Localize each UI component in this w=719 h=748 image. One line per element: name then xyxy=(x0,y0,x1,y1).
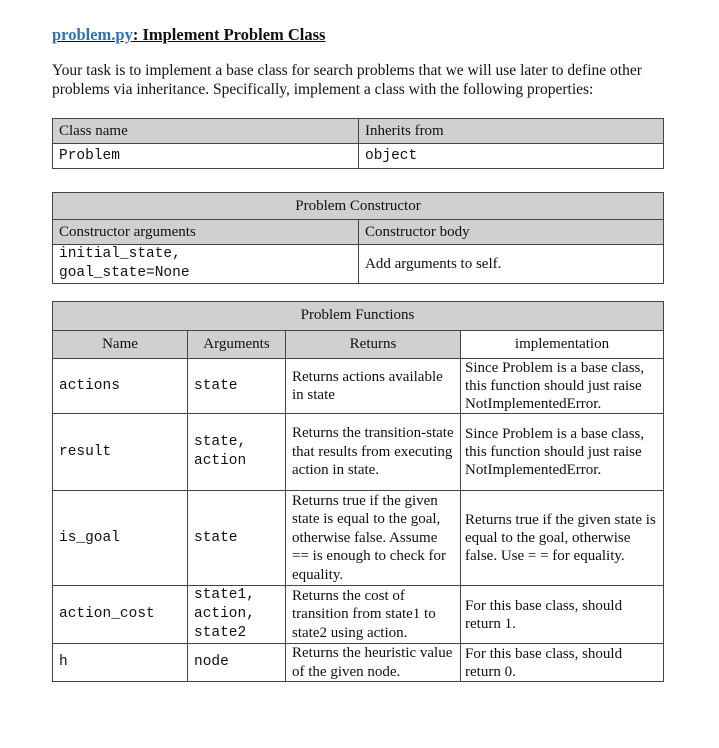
function-implementation: Since Problem is a base class, this function should just raise NotImplementedError. xyxy=(461,359,664,414)
class-table xyxy=(52,118,664,169)
col-header-name: Name xyxy=(53,331,188,359)
constructor-args-header: Constructor arguments xyxy=(53,220,359,245)
filename-link[interactable]: problem.py xyxy=(52,25,133,44)
function-name: result xyxy=(53,414,188,491)
function-name: h xyxy=(53,644,188,682)
arg-action: action xyxy=(194,453,247,469)
constructor-arg-goal-state: goal_state=None xyxy=(59,265,190,281)
page-title xyxy=(52,25,325,45)
function-row-actions xyxy=(53,359,664,414)
arg-state2: state2 xyxy=(194,625,247,641)
col-header-arguments: Arguments xyxy=(188,331,286,359)
class-name-value: Problem xyxy=(53,144,359,169)
function-name: actions xyxy=(53,359,188,414)
function-returns: Returns actions available in state xyxy=(286,359,461,414)
constructor-body-header: Constructor body xyxy=(359,220,664,245)
function-row-is-goal xyxy=(53,491,664,586)
function-returns: Returns the transition-state that results from executing action in state. xyxy=(286,414,461,491)
constructor-table-title: Problem Constructor xyxy=(53,193,664,220)
arg-node: node xyxy=(194,654,229,670)
intro-paragraph: Your task is to implement a base class for search problems that we will use later to define other problems via inheritance. Specifically, implement a class with the following properties: xyxy=(52,62,642,98)
function-implementation: Returns true if the given state is equal to the goal, otherwise false. Use = = for equality. xyxy=(461,491,664,586)
col-header-implementation: implementation xyxy=(461,331,664,359)
constructor-args-value xyxy=(53,245,359,284)
functions-table xyxy=(52,301,664,682)
constructor-arg-initial-state: initial_state, xyxy=(59,246,181,262)
arg-state1: state1, xyxy=(194,587,255,603)
title-text: : Implement Problem Class xyxy=(132,25,326,44)
col-header-returns: Returns xyxy=(286,331,461,359)
function-args xyxy=(188,414,286,491)
constructor-body-value: Add arguments to self. xyxy=(359,245,664,284)
function-returns: Returns the heuristic value of the given node. xyxy=(286,644,461,682)
arg-state: state, xyxy=(194,434,247,450)
constructor-table xyxy=(52,192,664,284)
function-implementation: Since Problem is a base class, this function should just raise NotImplementedError. xyxy=(461,414,664,491)
arg-action: action, xyxy=(194,606,255,622)
arg-state: state xyxy=(194,377,238,394)
function-args xyxy=(188,491,286,586)
arg-state: state xyxy=(194,529,238,546)
functions-table-title: Problem Functions xyxy=(300,307,415,323)
function-row-h xyxy=(53,644,664,682)
class-name-header: Class name xyxy=(53,119,359,144)
function-name: is_goal xyxy=(53,491,188,586)
function-implementation: For this base class, should return 1. xyxy=(461,586,664,644)
function-implementation: For this base class, should return 0. xyxy=(461,644,664,682)
function-args xyxy=(188,359,286,414)
function-name: action_cost xyxy=(53,586,188,644)
function-row-action-cost xyxy=(53,586,664,644)
function-args xyxy=(188,644,286,682)
function-row-result xyxy=(53,414,664,491)
function-args xyxy=(188,586,286,644)
function-returns: Returns true if the given state is equal to the goal, otherwise false. Assume == is enough to check for equality. xyxy=(286,491,461,586)
function-returns: Returns the cost of transition from state1 to state2 using action. xyxy=(286,586,461,644)
inherits-from-header: Inherits from xyxy=(359,119,664,144)
inherits-from-value: object xyxy=(359,144,664,169)
